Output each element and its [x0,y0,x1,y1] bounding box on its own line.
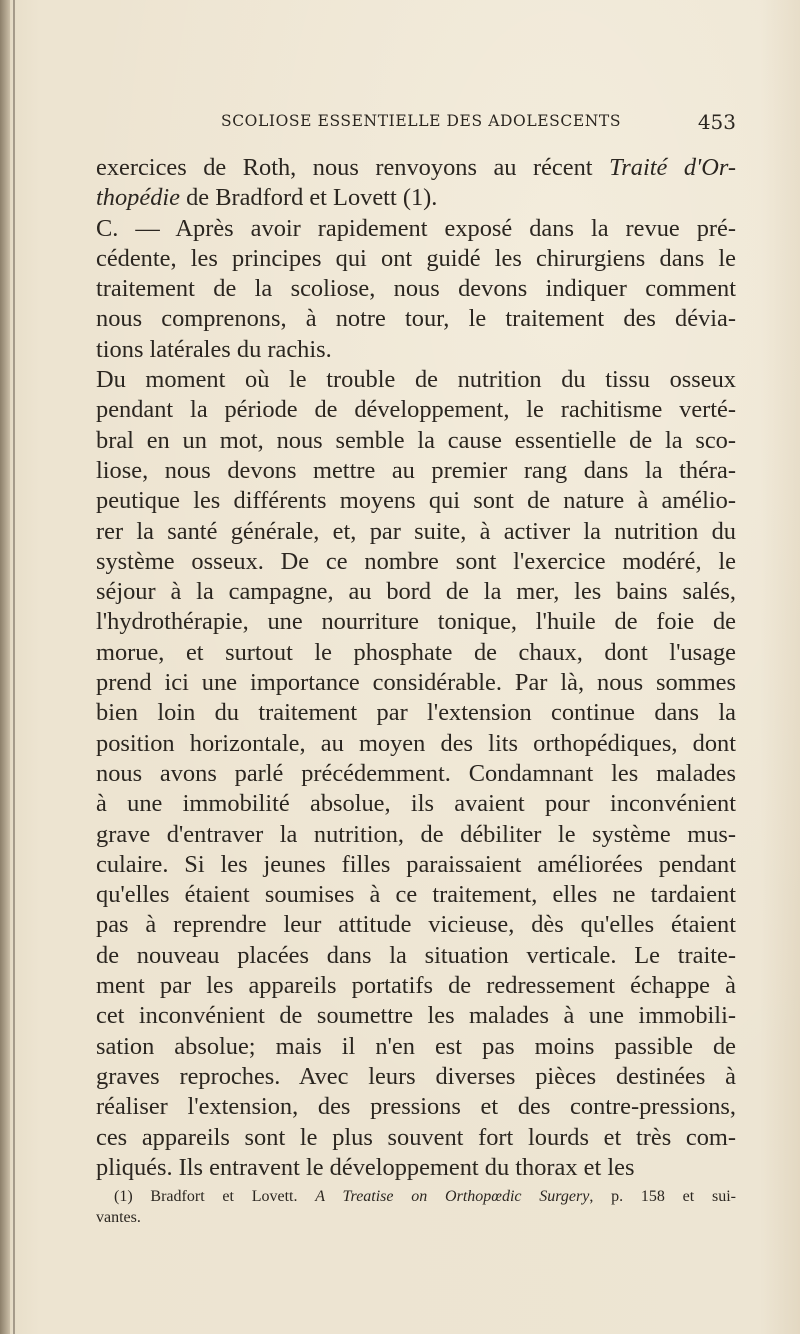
text-line [96,153,736,183]
text-line [96,820,736,850]
text-line [96,971,736,1001]
text-line [96,789,736,819]
text-line [96,304,736,334]
text-run: de Bradford et Lovett (1). [180,184,438,212]
running-head [96,112,736,142]
text-line [96,1001,736,1031]
text-line [96,729,736,759]
text-line [96,274,736,304]
text-run: tions latérales du rachis. [96,335,332,363]
text-line [96,941,736,971]
text-run: rer la santé générale, et, par suite, à activer la nutrition du [96,517,736,545]
text-line [96,244,736,274]
text-run: C. — Après avoir rapidement exposé dans la revue pré- [96,214,736,242]
text-line [96,426,736,456]
body-text [96,153,736,1183]
binding-rule [13,0,15,1334]
footnote-line [96,1186,736,1207]
text-line [96,456,736,486]
text-run: ment par les appareils portatifs de redressement échappe à [96,972,736,1000]
text-run: traitement de la scoliose, nous devons indiquer comment [96,275,736,303]
text-run: cédente, les principes qui ont guidé les chirurgiens dans le [96,244,736,272]
text-line [96,1032,736,1062]
text-run: prend ici une importance considérable. Par là, nous sommes [96,669,736,697]
footnote-line: vantes. [96,1209,141,1226]
text-run: graves reproches. Avec leurs diverses pièces destinées à [96,1062,736,1090]
text-run: ces appareils sont le plus souvent fort lourds et très com- [96,1123,736,1151]
text-run: système osseux. De ce nombre sont l'exercice modéré, le [96,547,736,575]
text-line [96,517,736,547]
text-line [96,486,736,516]
page-binding-edge [0,0,10,1334]
footnote [96,1186,736,1228]
text-line [96,607,736,637]
footnote-text: , p. 158 et sui- [589,1188,737,1205]
italic-title: thopédie [96,184,180,212]
text-run: nous avons parlé précédemment. Condamnant les malades [96,759,736,787]
text-line [96,668,736,698]
text-line [96,1062,736,1092]
text-run: pendant la période de développement, le rachitisme verté- [96,396,736,424]
text-run: à une immobilité absolue, ils avaient pour inconvénient [96,790,736,818]
text-run: séjour à la campagne, au bord de la mer, les bains salés, [96,578,736,606]
text-run: exercices de Roth, nous renvoyons au récent [96,154,610,181]
text-line [96,910,736,940]
text-line [96,335,736,365]
text-run: morue, et surtout le phosphate de chaux, dont l'usage [96,638,736,666]
text-line [96,214,736,244]
text-run: bral en un mot, nous semble la cause essentielle de la sco- [96,426,736,454]
text-run: grave d'entraver la nutrition, de débiliter le système mus- [96,820,736,848]
text-run: culaire. Si les jeunes filles paraissaient améliorées pendant [96,850,736,878]
text-line [96,183,736,213]
text-line [96,880,736,910]
text-line [96,365,736,395]
text-run: cet inconvénient de soumettre les malades à une immobili- [96,1002,736,1030]
text-run: pliqués. Ils entravent le développement du thorax et les [96,1153,635,1181]
text-line [96,1123,736,1153]
footnote-book-title: A Treatise on Orthopœdic Surgery [315,1188,590,1205]
text-run: Du moment où le trouble de nutrition du tissu osseux [96,366,736,394]
text-run: l'hydrothérapie, une nourriture tonique, l'huile de foie de [96,608,736,636]
text-run: de nouveau placées dans la situation verticale. Le traite- [96,941,736,969]
text-line [96,1092,736,1122]
footnote-text: (1) Bradfort et Lovett. [114,1188,316,1205]
text-line [96,638,736,668]
text-line [96,547,736,577]
running-title: SCOLIOSE ESSENTIELLE DES ADOLESCENTS [221,112,622,130]
text-line [96,698,736,728]
text-run: réaliser l'extension, des pressions et des contre-pressions, [96,1093,736,1121]
text-run: sation absolue; mais il n'en est pas moins passible de [96,1032,736,1060]
italic-title: Traité d'Or- [609,154,736,181]
text-line [96,577,736,607]
text-line [96,759,736,789]
text-line [96,395,736,425]
text-line [96,1153,736,1183]
text-line [96,850,736,880]
text-run: pas à reprendre leur attitude vicieuse, dès qu'elles étaient [96,911,736,939]
text-run: position horizontale, au moyen des lits orthopédiques, dont [96,729,736,757]
text-run: liose, nous devons mettre au premier rang dans la théra- [96,456,736,484]
text-run: bien loin du traitement par l'extension continue dans la [96,699,736,727]
text-run: peutique les différents moyens qui sont de nature à amélio- [96,487,736,515]
page-number: 453 [697,110,736,134]
text-run: nous comprenons, à notre tour, le traitement des dévia- [96,305,736,333]
text-run: qu'elles étaient soumises à ce traitement, elles ne tardaient [96,881,736,909]
